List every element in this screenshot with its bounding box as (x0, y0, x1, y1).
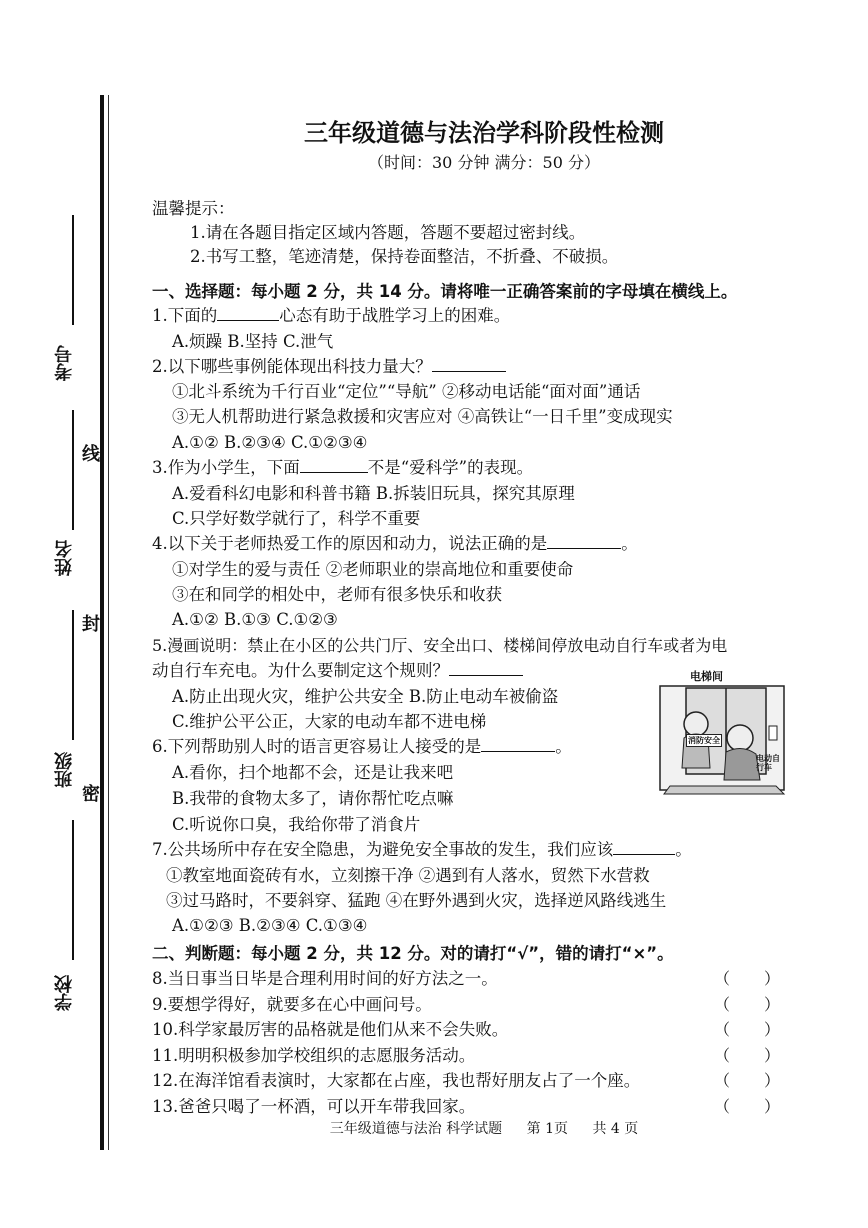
cartoon-caption-elevator: 电梯间 (690, 670, 723, 683)
answer-blank[interactable] (432, 355, 506, 372)
tips-heading: 温馨提示： (152, 199, 235, 218)
judgment-item: 9.要想学得好，就要多在心中画问号。 (152, 995, 432, 1014)
footer-subject: 三年级道德与法治 科学试题 (329, 1121, 503, 1137)
question-options: C.维护公平公正，大家的电动车都不进电梯 (172, 712, 487, 731)
question-3: 3.作为小学生，下面 不是“爱科学”的表现。 (152, 458, 534, 477)
answer-parentheses[interactable]: （ ） (714, 1071, 781, 1090)
exam-number-label: 考号 (54, 345, 75, 381)
question-options: A.爱看科幻电影和科普书籍 B.拆装旧玩具，探究其原理 (172, 484, 575, 503)
name-label: 姓名 (54, 540, 75, 576)
tip-item: 1.请在各题目指定区域内答题，答题不要超过密封线。 (190, 223, 586, 242)
question-1: 1.下面的 心态有助于战胜学习上的困难。 (152, 306, 511, 325)
question-5: 5.漫画说明：禁止在小区的公共门厅、安全出口、楼梯间停放电动自行车或者为电 (152, 636, 728, 655)
tip-item: 2.书写工整，笔迹清楚，保持卷面整洁，不折叠、不破损。 (190, 247, 619, 266)
answer-blank[interactable] (300, 456, 368, 473)
question-statement: ①教室地面瓷砖有水，立刻擦干净 ②遇到有人落水，贸然下水营救 (166, 866, 650, 885)
seal-char-seal: 封 (82, 614, 100, 635)
question-statement: ③在和同学的相处中，老师有很多快乐和收获 (172, 585, 502, 604)
question-options: C.只学好数学就行了，科学不重要 (172, 509, 421, 528)
class-label: 班级 (54, 752, 75, 788)
footer-total-pages: 共 4 页 (592, 1121, 639, 1137)
question-options: C.听说你口臭，我给你带了消食片 (172, 815, 421, 834)
page-footer (0, 1118, 868, 1138)
elevator-cartoon (656, 668, 790, 798)
question-options: A.防止出现火灾，维护公共安全 B.防止电动车被偷盗 (172, 687, 559, 706)
answer-blank[interactable] (547, 532, 621, 549)
judgment-item: 11.明明积极参加学校组织的志愿服务活动。 (152, 1046, 476, 1065)
binding-rule-thin (108, 95, 109, 1150)
question-statement: ①北斗系统为千行百业“定位”“导航” ②移动电话能“面对面”通话 (172, 382, 641, 401)
name-line (72, 410, 74, 530)
question-options: A.①② B.①③ C.①②③ (172, 610, 338, 629)
question-options: B.我带的食物太多了，请你帮忙吃点嘛 (172, 789, 454, 808)
answer-blank[interactable] (217, 304, 279, 321)
question-5-cont: 动自行车充电。为什么要制定这个规则？ (152, 658, 523, 683)
binding-rule (100, 95, 104, 1150)
section-heading: 一、选择题：每小题 2 分，共 14 分。请将唯一正确答案前的字母填在横线上。 (152, 282, 738, 301)
answer-parentheses[interactable]: （ ） (714, 969, 781, 988)
question-statement: ③无人机帮助进行紧急救援和灾害应对 ④高铁让“一日千里”变成现实 (172, 407, 673, 426)
exam-number-line (72, 215, 74, 325)
answer-parentheses[interactable]: （ ） (714, 995, 781, 1014)
judgment-item: 10.科学家最厉害的品格就是他们从来不会失败。 (152, 1020, 509, 1039)
answer-parentheses[interactable]: （ ） (714, 1046, 781, 1065)
cartoon-caption-ebike: 电动自行车 (756, 754, 780, 772)
seal-char-secret: 密 (82, 784, 100, 805)
class-line (72, 610, 74, 740)
school-label: 学校 (54, 975, 75, 1011)
question-options: A.烦躁 B.坚持 C.泄气 (172, 332, 334, 351)
question-options: A.①② B.②③④ C.①②③④ (172, 433, 368, 452)
question-statement: ①对学生的爱与责任 ②老师职业的崇高地位和重要使命 (172, 560, 574, 579)
answer-parentheses[interactable]: （ ） (714, 1097, 781, 1116)
judgment-item: 8.当日事当日毕是合理利用时间的好方法之一。 (152, 969, 498, 988)
answer-blank[interactable] (613, 838, 675, 855)
answer-blank[interactable] (481, 735, 555, 752)
answer-blank[interactable] (449, 659, 523, 676)
question-4: 4.以下关于老师热爱工作的原因和动力，说法正确的是 。 (152, 534, 638, 553)
exam-info: （时间：30 分钟 满分：50 分） (368, 153, 600, 172)
section-heading: 二、判断题：每小题 2 分，共 12 分。对的请打“√”，错的请打“×”。 (152, 944, 674, 963)
judgment-item: 13.爸爸只喝了一杯酒，可以开车带我回家。 (152, 1097, 476, 1116)
question-7: 7.公共场所中存在安全隐患，为避免安全事故的发生，我们应该 。 (152, 840, 692, 859)
question-6: 6.下列帮助别人时的语言更容易让人接受的是 。 (152, 737, 572, 756)
question-options: A.①②③ B.②③④ C.①③④ (172, 916, 368, 935)
question-statement: ③过马路时，不要斜穿、猛跑 ④在野外遇到火灾，选择逆风路线逃生 (166, 891, 667, 910)
judgment-item: 12.在海洋馆看表演时，大家都在占座，我也帮好朋友占了一个座。 (152, 1071, 641, 1090)
cartoon-illustration (656, 668, 790, 798)
question-2: 2.以下哪些事例能体现出科技力量大？ (152, 354, 506, 379)
question-options: A.看你，扫个地都不会，还是让我来吧 (172, 763, 454, 782)
answer-parentheses[interactable]: （ ） (714, 1020, 781, 1039)
cartoon-sign-fire-safety: 消防安全 (688, 736, 720, 745)
footer-page-number: 第 1页 (526, 1121, 568, 1137)
school-line (72, 820, 74, 960)
page-title: 三年级道德与法治学科阶段性检测 (304, 119, 664, 147)
seal-char-line: 线 (82, 444, 100, 465)
